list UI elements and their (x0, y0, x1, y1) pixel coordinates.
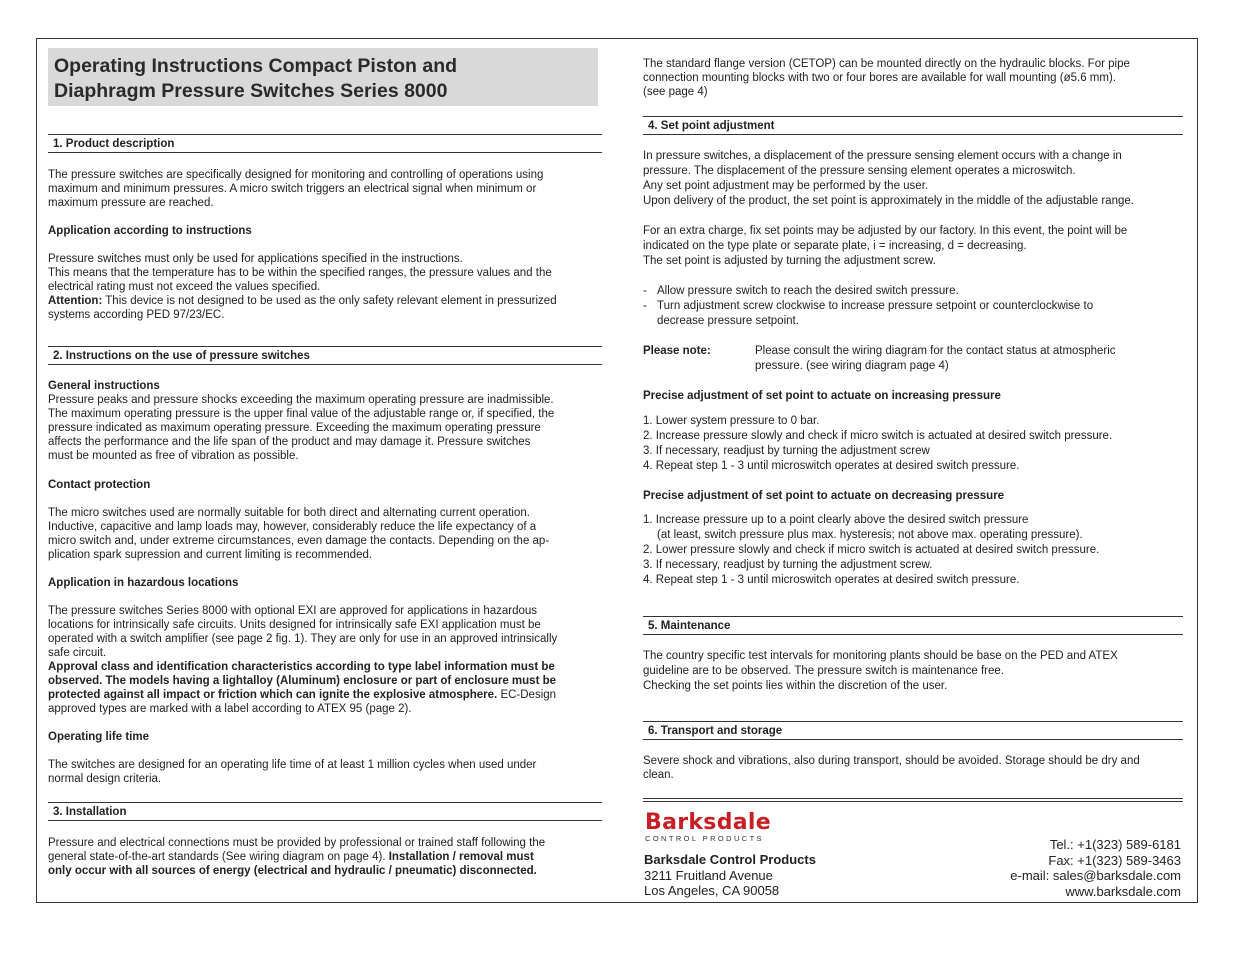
text-line: Any set point adjustment may be performed by the user. (643, 180, 929, 192)
company-name: Barksdale Control Products (644, 852, 816, 867)
text-line: The switches are designed for an operating life time of at least 1 million cycles when used under (48, 759, 537, 771)
document-title (48, 48, 598, 106)
text-line: The pressure switches are specifically designed for monitoring and controlling of operations using (48, 169, 544, 181)
text-line: The country specific test intervals for monitoring plants should be base on the PED and ATEX (643, 650, 1118, 662)
text-span: This device is not designed to be used as the only safety relevant element in pressurized (102, 295, 557, 307)
section-3-heading: 3. Installation (48, 802, 602, 821)
text-line: observed. The models having a lightalloy (Aluminum) enclosure or part of enclosure must be (48, 675, 557, 687)
text-line: Checking the set points lies within the discretion of the user. (643, 680, 948, 692)
text-line: electrical rating must not exceed the values specified. (48, 281, 321, 293)
section-6-body (643, 754, 1183, 782)
text-line: clean. (643, 769, 674, 781)
text-line: The micro switches used are normally suitable for both direct and alternating current operation. (48, 507, 530, 519)
section-4-body (643, 149, 1183, 588)
section-2-body (48, 379, 602, 786)
subheading: Precise adjustment of set point to actuate on decreasing pressure (643, 490, 1005, 502)
text-line: normal design criteria. (48, 773, 162, 785)
text-line: maximum pressure are reached. (48, 197, 214, 209)
footer (643, 812, 1183, 904)
text-span: protected against all impact or friction which can ignite the explosive atmosphere. (48, 689, 498, 701)
subheading: Contact protection (48, 479, 151, 491)
text-line: The standard flange version (CETOP) can be mounted directly on the hydraulic blocks. For pipe (643, 58, 1130, 70)
text-line: approved types are marked with a label according to ATEX 95 (page 2). (48, 703, 412, 715)
text-line: indicated on the type plate or separate plate, i = increasing, d = decreasing. (643, 240, 1027, 252)
section-3-body (48, 836, 602, 878)
text-line: pressure. The displacement of the pressure sensing element operates a microswitch. (643, 165, 1076, 177)
section-6-heading: 6. Transport and storage (643, 721, 1183, 740)
text-line: must be mounted as free of vibration as possible. (48, 450, 299, 462)
text-line: Pressure and electrical connections must be provided by professional or trained staff following the (48, 837, 546, 849)
left-column (48, 48, 602, 878)
footer-divider (643, 798, 1183, 802)
list-item: 4. Repeat step 1 - 3 until microswitch operates at desired switch pressure. (643, 460, 1020, 472)
brand-tagline: CONTROL PRODUCTS (645, 834, 764, 843)
address-block (644, 852, 816, 899)
list-item: 2. Lower pressure slowly and check if micro switch is actuated at desired switch pressure. (643, 544, 1100, 556)
website-link[interactable]: www.barksdale.com (1065, 883, 1181, 899)
right-column (643, 57, 1183, 904)
list-item (643, 284, 1183, 299)
text-line: pressure indicated as maximum operating pressure. Exceeding the maximum operating pressure (48, 422, 541, 434)
section-4-heading: 4. Set point adjustment (643, 116, 1183, 135)
contact-block (1010, 837, 1181, 899)
text-line: affects the performance and the life span of the product and may damage it. Pressure switches (48, 436, 531, 448)
section-2-heading: 2. Instructions on the use of pressure switches (48, 346, 602, 365)
text-line: safe circuit. (48, 647, 107, 659)
text-line (48, 688, 602, 702)
text-span: general state-of-the-art standards (See wiring diagram on page 4). (48, 851, 386, 863)
text-line: The pressure switches Series 8000 with optional EXI are approved for applications in hazardous (48, 605, 538, 617)
text-line: plication spark supression and current limiting is recommended. (48, 549, 373, 561)
text-line: Inductive, capacitive and lamp loads may, however, considerably reduce the life expectancy of a (48, 521, 537, 533)
text-line (48, 850, 602, 864)
logo (645, 812, 771, 843)
text-line: operated with a switch amplifier (see page 2 fig. 1). They are only for use in an approved intrinsically (48, 633, 558, 645)
address-line-1: 3211 Fruitland Avenue (644, 867, 773, 883)
fax-number: Fax: +1(323) 589-3463 (1048, 852, 1181, 868)
section-1-heading: 1. Product description (48, 134, 602, 153)
text-line: This means that the temperature has to be within the specified ranges, the pressure values and the (48, 267, 552, 279)
note-text (755, 344, 1116, 374)
list-item: 1. Increase pressure up to a point clearly above the desired switch pressure (643, 514, 1029, 526)
section-5-body (643, 649, 1183, 694)
text-span: pressure. (see wiring diagram page 4) (755, 360, 949, 372)
dash-marker: - (643, 300, 647, 312)
text-span: Installation / removal must (385, 851, 534, 863)
title-line-2: Diaphragm Pressure Switches Series 8000 (54, 80, 448, 102)
list-item: 3. If necessary, readjust by turning the adjustment screw (643, 445, 930, 457)
address-line-2: Los Angeles, CA 90058 (644, 883, 780, 898)
text-line: Pressure switches must only be used for applications specified in the instructions. (48, 253, 463, 265)
section-5-heading: 5. Maintenance (643, 616, 1183, 635)
phone-number: Tel.: +1(323) 589-6181 (1049, 837, 1181, 852)
text-span: decrease pressure setpoint. (657, 315, 799, 327)
subheading: Application in hazardous locations (48, 577, 239, 589)
text-line: maximum and minimum pressures. A micro switch triggers an electrical signal when minimum or (48, 183, 537, 195)
text-line: systems according PED 97/23/EC. (48, 309, 225, 321)
list-item: 4. Repeat step 1 - 3 until microswitch operates at desired switch pressure. (643, 574, 1020, 586)
list-item (643, 299, 1183, 329)
list-item: 3. If necessary, readjust by turning the adjustment screw. (643, 559, 933, 571)
text-line: For an extra charge, fix set points may be adjusted by our factory. In this event, the point will be (643, 225, 1128, 237)
subheading: General instructions (48, 380, 160, 392)
text-span: Please consult the wiring diagram for the contact status at atmospheric (755, 345, 1116, 357)
note-label: Please note: (643, 345, 711, 357)
text-line: In pressure switches, a displacement of the pressure sensing element occurs with a change in (643, 150, 1122, 162)
list-item: 2. Increase pressure slowly and check if micro switch is actuated at desired switch pressure. (643, 430, 1113, 442)
text-line: connection mounting blocks with two or four bores are available for wall mounting (ø5.6 mm). (643, 72, 1116, 84)
text-line: (see page 4) (643, 86, 708, 98)
text-span: Turn adjustment screw clockwise to increase pressure setpoint or counterclockwise to (657, 300, 1094, 312)
brand-wordmark: Barksdale (645, 810, 771, 835)
text-line: only occur with all sources of energy (electrical and hydraulic / pneumatic) disconnected. (48, 865, 537, 877)
text-line: Pressure peaks and pressure shocks exceeding the maximum operating pressure are inadmissible. (48, 394, 554, 406)
text-line: locations for intrinsically safe circuits. Units designed for intrinsically safe EXI application must be (48, 619, 541, 631)
text-span: Allow pressure switch to reach the desired switch pressure. (657, 285, 959, 297)
subheading: Application according to instructions (48, 225, 252, 237)
attention-line (48, 294, 602, 308)
text-line: The set point is adjusted by turning the adjustment screw. (643, 255, 936, 267)
dash-marker: - (643, 285, 647, 297)
subheading: Precise adjustment of set point to actuate on increasing pressure (643, 390, 1001, 402)
text-line: Approval class and identification characteristics according to type label information must be (48, 661, 555, 673)
text-line: Upon delivery of the product, the set point is approximately in the middle of the adjustable range. (643, 195, 1134, 207)
email-address[interactable]: e-mail: sales@barksdale.com (1010, 868, 1181, 883)
text-span (657, 299, 1093, 329)
text-line: micro switch and, under extreme circumstances, even damage the contacts. Depending on the ap- (48, 535, 550, 547)
attention-label: Attention: (48, 295, 103, 307)
text-line: Severe shock and vibrations, also during transport, should be avoided. Storage should be dry and (643, 755, 1140, 767)
subheading: Operating life time (48, 731, 149, 743)
section-1-body (48, 168, 602, 322)
title-line-1: Operating Instructions Compact Piston and (54, 55, 458, 77)
text-line: The maximum operating pressure is the upper final value of the adjustable range or, if specified, the (48, 408, 555, 420)
text-span: EC-Design (497, 689, 557, 701)
list-item-continued: (at least, switch pressure plus max. hysteresis; not above max. operating pressure). (657, 529, 1083, 541)
list-item: 1. Lower system pressure to 0 bar. (643, 415, 820, 427)
note-block (643, 344, 1183, 374)
text-line: guideline are to be observed. The pressure switch is maintenance free. (643, 665, 1004, 677)
